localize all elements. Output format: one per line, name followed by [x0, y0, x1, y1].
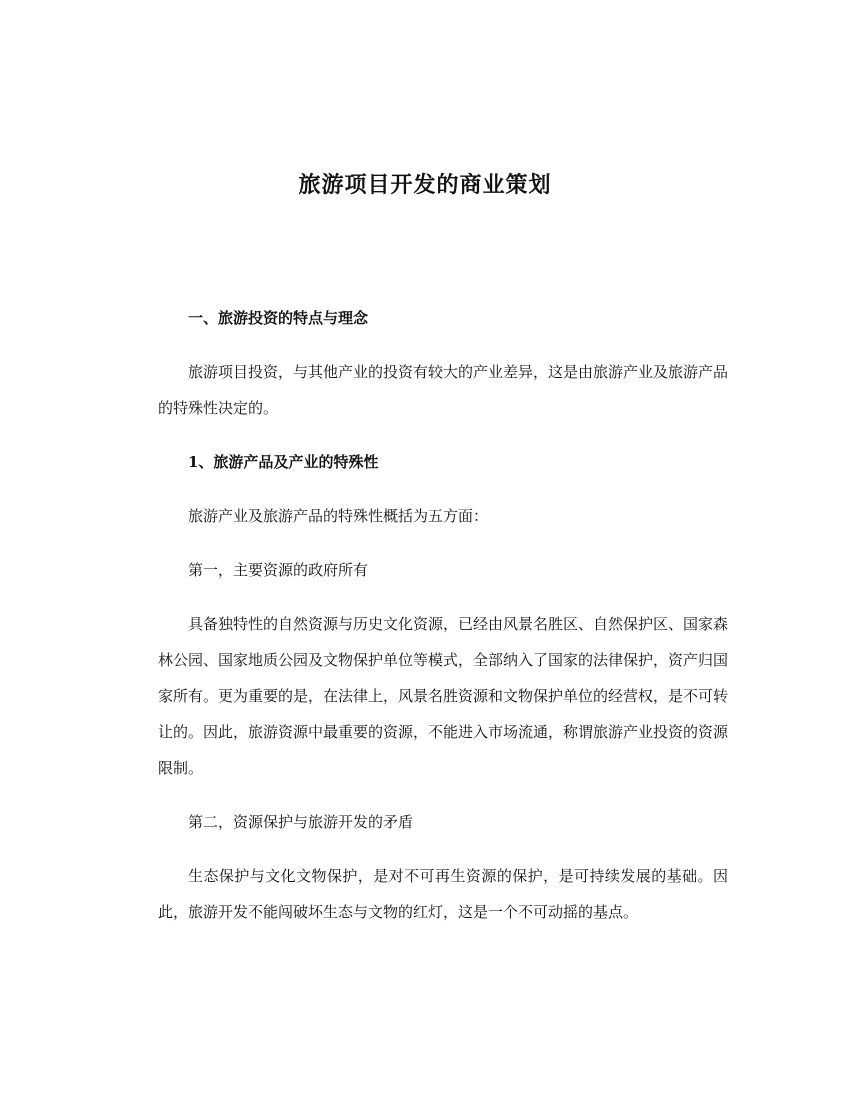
paragraph-government-ownership: 具备独特性的自然资源与历史文化资源，已经由风景名胜区、自然保护区、国家森林公园、国家地质公园及文物保护单位等模式，全部纳入了国家的法律保护，资产归国家所有。更为重要的是，在法律上，风景名胜资源和文物保护单位的经营权，是不可转让的。因此，旅游资源中最重要的资源，不能进入市场流通，称谓旅游产业投资的资源限制。: [158, 615, 729, 777]
subsection-heading-product-particularity: 1、旅游产品及产业的特殊性: [188, 453, 379, 471]
paragraph-intro: 旅游项目投资，与其他产业的投资有较大的产业差异，这是由旅游产业及旅游产品的特殊性决定的。: [158, 363, 729, 417]
document-body: [158, 300, 728, 948]
point-heading-government-ownership: 第一，主要资源的政府所有: [188, 561, 369, 579]
section-heading-investment-features: 一、旅游投资的特点与理念: [188, 309, 369, 327]
document-title: 旅游项目开发的商业策划: [298, 172, 552, 198]
paragraph-protection-conflict: 生态保护与文化文物保护，是对不可再生资源的保护，是可持续发展的基础。因此，旅游开发不能闯破坏生态与文物的红灯，这是一个不可动摇的基点。: [158, 867, 728, 921]
point-heading-protection-conflict: 第二，资源保护与旅游开发的矛盾: [188, 813, 414, 831]
paragraph-overview: 旅游产业及旅游产品的特殊性概括为五方面：: [188, 507, 489, 525]
